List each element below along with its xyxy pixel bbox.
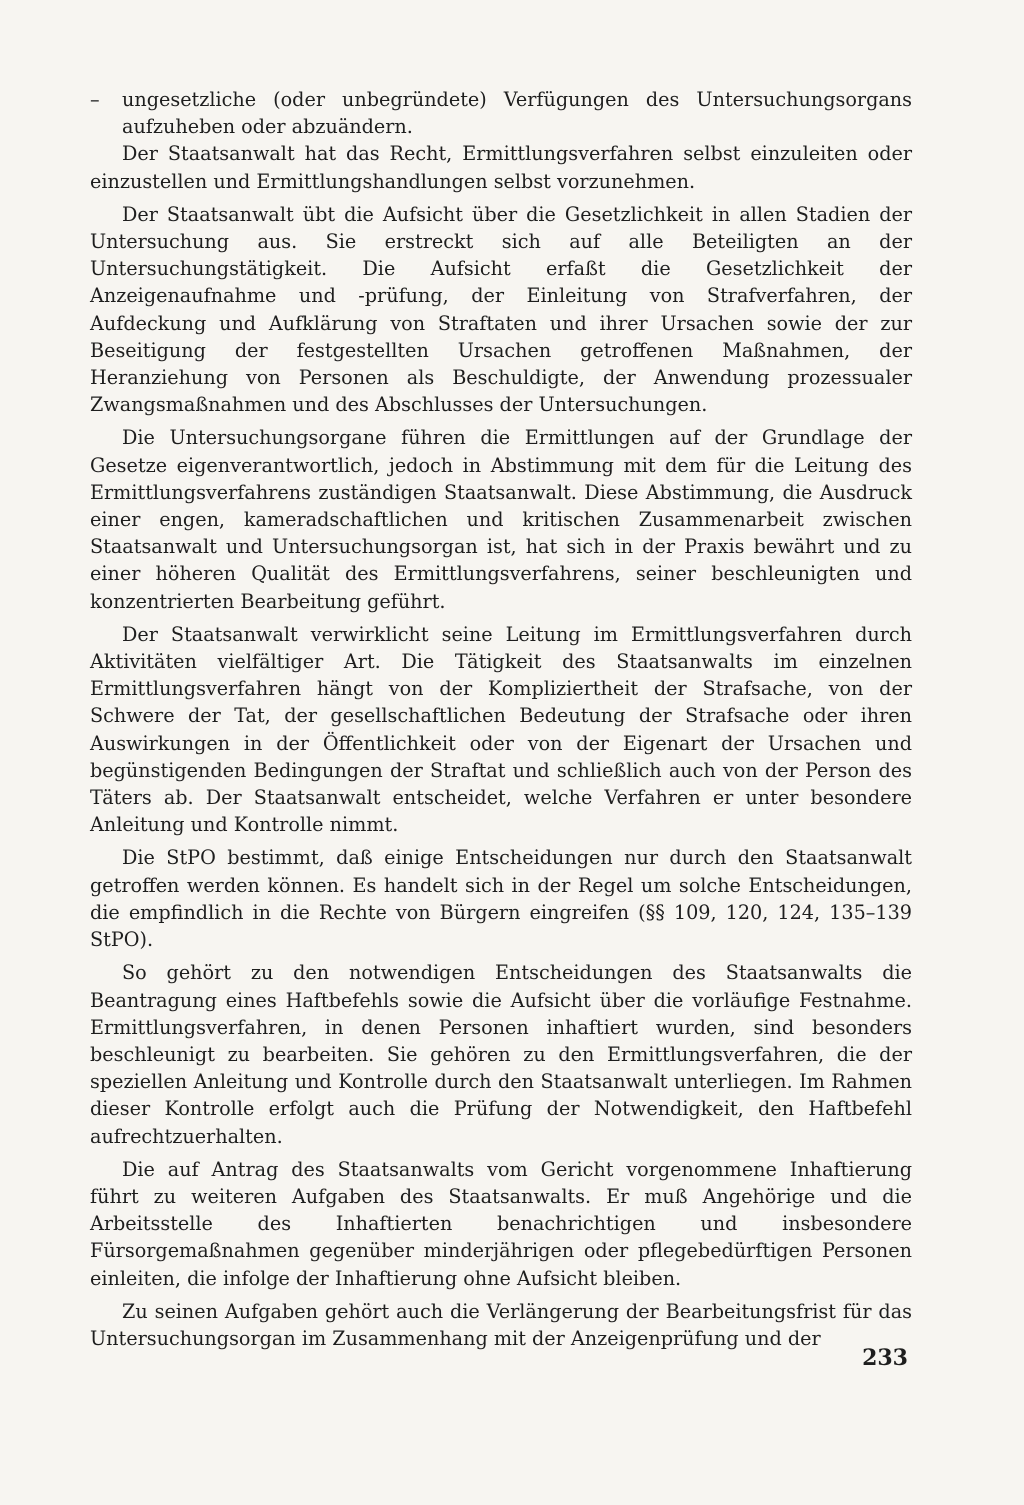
paragraph-3: Die Untersuchungsorgane führen die Ermittlungen auf der Grundlage der Gesetze eigenverantwortlich, jedoch in Abstimmung mit dem für die Leitung des Ermittlungsverfahrens zuständigen Staatsanwalt. Diese Abstimmung, die Ausdruck einer engen, kameradschaftlichen und kritischen Zusammenarbeit zwischen Staatsanwalt und Untersuchungsorgan ist, hat sich in der Praxis bewährt und zu einer höheren Qualität des Ermittlungsverfahrens, seiner beschleunigten und konzentrierten Bearbeitung geführt.	[90, 426, 912, 613]
paragraph-4: Der Staatsanwalt verwirklicht seine Leitung im Ermittlungsverfahren durch Aktivitäten vielfältiger Art. Die Tätigkeit des Staatsanwalts im einzelnen Ermittlungsverfahren hängt von der Kompliziertheit der Strafsache, von der Schwere der Tat, der gesellschaftlichen Bedeutung der Strafsache oder ihren Auswirkungen in der Öffentlichkeit oder von der Eigenart der Ursachen und begünstigenden Bedingungen der Straftat und schließlich auch von der Person des Täters ab. Der Staatsanwalt entscheidet, welche Verfahren er unter besondere Anleitung und Kontrolle nimmt.	[90, 622, 912, 837]
page-number: 233	[862, 1345, 908, 1371]
paragraph-6: So gehört zu den notwendigen Entscheidungen des Staatsanwalts die Beantragung eines Haftbefehls sowie die Aufsicht über die vorläufige Festnahme. Ermittlungsverfahren, in denen Personen inhaftiert wurden, sind besonders beschleunigt zu bearbeiten. Sie gehören zu den Ermittlungsverfahren, die der speziellen Anleitung und Kontrolle durch den Staatsanwalt unterliegen. Im Rahmen dieser Kontrolle erfolgt auch die Prüfung der Notwendigkeit, den Haftbefehl aufrechtzuerhalten.	[90, 961, 912, 1148]
list-item	[90, 86, 912, 140]
paragraph-5: Die StPO bestimmt, daß einige Entscheidungen nur durch den Staatsanwalt getroffen werden können. Es handelt sich in der Regel um solche Entscheidungen, die empfindlich in die Rechte von Bürgern eingreifen (§§ 109, 120, 124, 135–139 StPO).	[90, 846, 912, 952]
paragraph-2: Der Staatsanwalt übt die Aufsicht über die Gesetzlichkeit in allen Stadien der Untersuchung aus. Sie erstreckt sich auf alle Beteiligten an der Untersuchungstätigkeit. Die Aufsicht erfaßt die Gesetzlichkeit der Anzeigenaufnahme und -prüfung, der Einleitung von Strafverfahren, der Aufdeckung und Aufklärung von Straftaten und ihrer Ursachen sowie der zur Beseitigung der festgestellten Ursachen getroffenen Maßnahmen, der Heranziehung von Personen als Beschuldigte, der Anwendung prozessualer Zwangsmaßnahmen und des Abschlusses der Untersuchungen.	[90, 202, 912, 417]
paragraph-1: Der Staatsanwalt hat das Recht, Ermittlungsverfahren selbst einzuleiten oder einzustellen und Ermittlungshandlungen selbst vorzunehmen.	[90, 142, 912, 193]
paragraph-8: Zu seinen Aufgaben gehört auch die Verlängerung der Bearbeitungsfrist für das Untersuchungsorgan im Zusammenhang mit der Anzeigenprüfung und der	[90, 1299, 912, 1350]
list-item-text: ungesetzliche (oder unbegründete) Verfügungen des Untersuchungsorgans aufzuheben oder abzuändern.	[122, 88, 912, 139]
list-dash: –	[90, 88, 100, 111]
paragraph-7: Die auf Antrag des Staatsanwalts vom Gericht vorgenommene Inhaftierung führt zu weiteren Aufgaben des Staatsanwalts. Er muß Angehörige und die Arbeitsstelle des Inhaftierten benachrichtigen und insbesondere Fürsorgemaßnahmen gegenüber minderjährigen oder pflegebedürftigen Personen einleiten, die infolge der Inhaftierung ohne Aufsicht bleiben.	[90, 1157, 912, 1290]
page-body	[90, 86, 912, 1358]
